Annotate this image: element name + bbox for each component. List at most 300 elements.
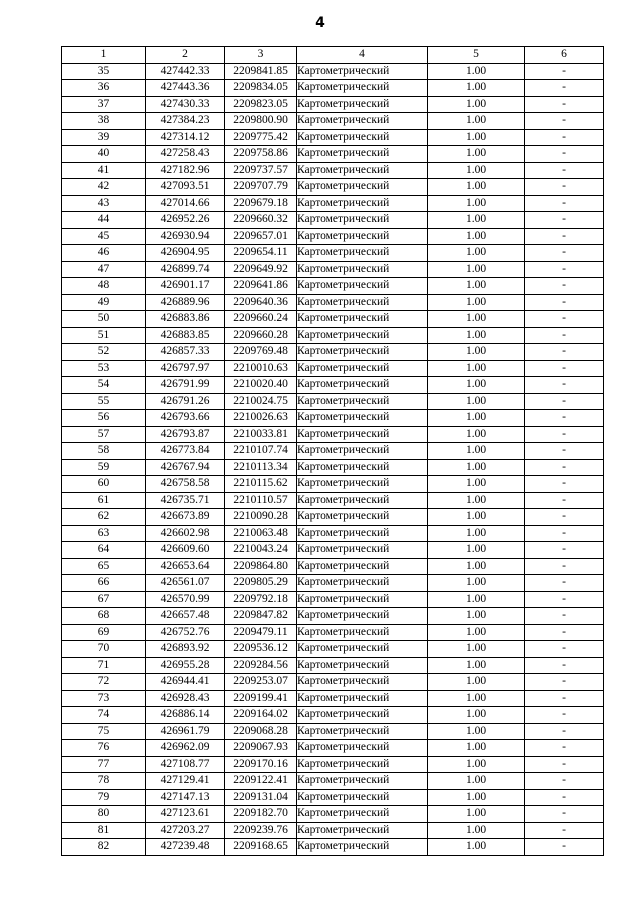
- cell-accuracy: 1.00: [428, 212, 525, 229]
- cell-method: Картометрический: [297, 212, 428, 229]
- cell-coord-y: 2209737.57: [225, 162, 297, 179]
- cell-note: -: [525, 63, 604, 80]
- cell-point-number: 67: [62, 591, 146, 608]
- cell-accuracy: 1.00: [428, 228, 525, 245]
- cell-coord-y: 2209068.28: [225, 723, 297, 740]
- table-row: [62, 525, 604, 542]
- cell-note: -: [525, 575, 604, 592]
- cell-method: Картометрический: [297, 459, 428, 476]
- cell-point-number: 72: [62, 674, 146, 691]
- cell-coord-y: 2210110.57: [225, 492, 297, 509]
- cell-accuracy: 1.00: [428, 63, 525, 80]
- cell-coord-y: 2209823.05: [225, 96, 297, 113]
- cell-note: -: [525, 822, 604, 839]
- cell-method: Картометрический: [297, 245, 428, 262]
- cell-point-number: 42: [62, 179, 146, 196]
- cell-note: -: [525, 228, 604, 245]
- cell-coord-x: 426886.14: [146, 707, 225, 724]
- cell-method: Картометрический: [297, 294, 428, 311]
- cell-note: -: [525, 591, 604, 608]
- cell-coord-y: 2209131.04: [225, 789, 297, 806]
- cell-accuracy: 1.00: [428, 459, 525, 476]
- cell-note: -: [525, 80, 604, 97]
- cell-point-number: 49: [62, 294, 146, 311]
- cell-point-number: 56: [62, 410, 146, 427]
- table-row: [62, 212, 604, 229]
- cell-coord-y: 2209170.16: [225, 756, 297, 773]
- cell-point-number: 63: [62, 525, 146, 542]
- cell-coord-x: 426883.86: [146, 311, 225, 328]
- cell-point-number: 35: [62, 63, 146, 80]
- cell-point-number: 69: [62, 624, 146, 641]
- cell-note: -: [525, 146, 604, 163]
- cell-coord-x: 427443.36: [146, 80, 225, 97]
- table-row: [62, 162, 604, 179]
- cell-method: Картометрический: [297, 96, 428, 113]
- cell-method: Картометрический: [297, 608, 428, 625]
- cell-note: -: [525, 624, 604, 641]
- cell-method: Картометрический: [297, 261, 428, 278]
- cell-note: -: [525, 476, 604, 493]
- cell-coord-x: 427147.13: [146, 789, 225, 806]
- cell-accuracy: 1.00: [428, 311, 525, 328]
- table-row: [62, 278, 604, 295]
- cell-coord-y: 2210090.28: [225, 509, 297, 526]
- cell-method: Картометрический: [297, 789, 428, 806]
- cell-accuracy: 1.00: [428, 822, 525, 839]
- cell-accuracy: 1.00: [428, 162, 525, 179]
- cell-method: Картометрический: [297, 641, 428, 658]
- cell-coord-x: 426561.07: [146, 575, 225, 592]
- cell-note: -: [525, 360, 604, 377]
- cell-point-number: 48: [62, 278, 146, 295]
- cell-coord-y: 2209284.56: [225, 657, 297, 674]
- cell-coord-y: 2209775.42: [225, 129, 297, 146]
- cell-coord-y: 2210113.34: [225, 459, 297, 476]
- cell-accuracy: 1.00: [428, 426, 525, 443]
- cell-coord-x: 427314.12: [146, 129, 225, 146]
- cell-coord-y: 2209067.93: [225, 740, 297, 757]
- cell-accuracy: 1.00: [428, 558, 525, 575]
- table-row: [62, 360, 604, 377]
- cell-point-number: 79: [62, 789, 146, 806]
- cell-method: Картометрический: [297, 509, 428, 526]
- cell-coord-y: 2209800.90: [225, 113, 297, 130]
- cell-method: Картометрический: [297, 410, 428, 427]
- cell-note: -: [525, 129, 604, 146]
- cell-point-number: 57: [62, 426, 146, 443]
- cell-method: Картометрический: [297, 113, 428, 130]
- cell-note: -: [525, 393, 604, 410]
- cell-coord-x: 426961.79: [146, 723, 225, 740]
- cell-note: -: [525, 311, 604, 328]
- cell-accuracy: 1.00: [428, 789, 525, 806]
- cell-coord-y: 2209479.11: [225, 624, 297, 641]
- cell-coord-y: 2209253.07: [225, 674, 297, 691]
- cell-point-number: 46: [62, 245, 146, 262]
- cell-note: -: [525, 179, 604, 196]
- table-row: [62, 344, 604, 361]
- cell-note: -: [525, 261, 604, 278]
- cell-coord-x: 426952.26: [146, 212, 225, 229]
- table-row: [62, 690, 604, 707]
- cell-coord-y: 2210010.63: [225, 360, 297, 377]
- cell-accuracy: 1.00: [428, 723, 525, 740]
- cell-point-number: 58: [62, 443, 146, 460]
- table-row: [62, 129, 604, 146]
- cell-coord-y: 2209168.65: [225, 839, 297, 856]
- cell-method: Картометрический: [297, 657, 428, 674]
- cell-note: -: [525, 608, 604, 625]
- header-col-5: 5: [428, 47, 525, 64]
- table-row: [62, 723, 604, 740]
- cell-method: Картометрический: [297, 773, 428, 790]
- cell-method: Картометрический: [297, 377, 428, 394]
- cell-point-number: 47: [62, 261, 146, 278]
- table-row: [62, 641, 604, 658]
- cell-accuracy: 1.00: [428, 179, 525, 196]
- table-row: [62, 674, 604, 691]
- cell-coord-y: 2209640.36: [225, 294, 297, 311]
- cell-coord-x: 426962.09: [146, 740, 225, 757]
- cell-coord-x: 426570.99: [146, 591, 225, 608]
- cell-note: -: [525, 707, 604, 724]
- cell-point-number: 82: [62, 839, 146, 856]
- cell-note: -: [525, 756, 604, 773]
- cell-coord-x: 426793.66: [146, 410, 225, 427]
- cell-coord-y: 2209182.70: [225, 806, 297, 823]
- cell-accuracy: 1.00: [428, 657, 525, 674]
- cell-accuracy: 1.00: [428, 195, 525, 212]
- table-row: [62, 509, 604, 526]
- cell-point-number: 38: [62, 113, 146, 130]
- cell-coord-y: 2209834.05: [225, 80, 297, 97]
- cell-method: Картометрический: [297, 542, 428, 559]
- cell-coord-y: 2210033.81: [225, 426, 297, 443]
- cell-accuracy: 1.00: [428, 327, 525, 344]
- cell-note: -: [525, 558, 604, 575]
- cell-accuracy: 1.00: [428, 294, 525, 311]
- table-row: [62, 789, 604, 806]
- cell-method: Картометрический: [297, 344, 428, 361]
- cell-coord-y: 2209805.29: [225, 575, 297, 592]
- table-body: [62, 63, 604, 855]
- cell-accuracy: 1.00: [428, 113, 525, 130]
- cell-method: Картометрический: [297, 195, 428, 212]
- table-row: [62, 426, 604, 443]
- cell-method: Картометрический: [297, 707, 428, 724]
- cell-method: Картометрический: [297, 806, 428, 823]
- table-row: [62, 311, 604, 328]
- cell-coord-x: 426657.48: [146, 608, 225, 625]
- cell-point-number: 71: [62, 657, 146, 674]
- cell-note: -: [525, 740, 604, 757]
- cell-coord-x: 426673.89: [146, 509, 225, 526]
- cell-method: Картометрический: [297, 690, 428, 707]
- table-row: [62, 113, 604, 130]
- cell-note: -: [525, 245, 604, 262]
- cell-coord-y: 2209660.32: [225, 212, 297, 229]
- cell-note: -: [525, 377, 604, 394]
- table-row: [62, 410, 604, 427]
- cell-accuracy: 1.00: [428, 509, 525, 526]
- cell-coord-y: 2209536.12: [225, 641, 297, 658]
- cell-note: -: [525, 426, 604, 443]
- cell-coord-y: 2209707.79: [225, 179, 297, 196]
- cell-point-number: 61: [62, 492, 146, 509]
- cell-point-number: 45: [62, 228, 146, 245]
- table-row: [62, 245, 604, 262]
- cell-accuracy: 1.00: [428, 740, 525, 757]
- cell-coord-y: 2210026.63: [225, 410, 297, 427]
- cell-note: -: [525, 327, 604, 344]
- cell-method: Картометрический: [297, 146, 428, 163]
- cell-note: -: [525, 789, 604, 806]
- table-row: [62, 806, 604, 823]
- cell-accuracy: 1.00: [428, 575, 525, 592]
- cell-point-number: 60: [62, 476, 146, 493]
- cell-note: -: [525, 195, 604, 212]
- cell-point-number: 80: [62, 806, 146, 823]
- cell-accuracy: 1.00: [428, 129, 525, 146]
- cell-accuracy: 1.00: [428, 674, 525, 691]
- table-row: [62, 393, 604, 410]
- cell-point-number: 81: [62, 822, 146, 839]
- cell-method: Картометрический: [297, 558, 428, 575]
- cell-point-number: 50: [62, 311, 146, 328]
- table-row: [62, 459, 604, 476]
- cell-method: Картометрический: [297, 492, 428, 509]
- cell-method: Картометрический: [297, 80, 428, 97]
- cell-note: -: [525, 806, 604, 823]
- cell-point-number: 36: [62, 80, 146, 97]
- cell-note: -: [525, 212, 604, 229]
- cell-coord-x: 426767.94: [146, 459, 225, 476]
- cell-coord-y: 2210107.74: [225, 443, 297, 460]
- cell-accuracy: 1.00: [428, 591, 525, 608]
- cell-note: -: [525, 773, 604, 790]
- cell-note: -: [525, 443, 604, 460]
- cell-coord-x: 426899.74: [146, 261, 225, 278]
- cell-point-number: 78: [62, 773, 146, 790]
- cell-accuracy: 1.00: [428, 96, 525, 113]
- cell-accuracy: 1.00: [428, 360, 525, 377]
- cell-point-number: 39: [62, 129, 146, 146]
- cell-coord-x: 426791.26: [146, 393, 225, 410]
- table-row: [62, 476, 604, 493]
- cell-point-number: 44: [62, 212, 146, 229]
- cell-accuracy: 1.00: [428, 492, 525, 509]
- cell-accuracy: 1.00: [428, 344, 525, 361]
- cell-accuracy: 1.00: [428, 410, 525, 427]
- header-col-1: 1: [62, 47, 146, 64]
- cell-method: Картометрический: [297, 723, 428, 740]
- cell-coord-y: 2209792.18: [225, 591, 297, 608]
- cell-accuracy: 1.00: [428, 773, 525, 790]
- cell-coord-x: 426609.60: [146, 542, 225, 559]
- header-col-4: 4: [297, 47, 428, 64]
- cell-method: Картометрический: [297, 525, 428, 542]
- cell-coord-x: 426904.95: [146, 245, 225, 262]
- cell-point-number: 77: [62, 756, 146, 773]
- cell-coord-x: 426901.17: [146, 278, 225, 295]
- cell-note: -: [525, 294, 604, 311]
- cell-point-number: 59: [62, 459, 146, 476]
- cell-coord-x: 427014.66: [146, 195, 225, 212]
- cell-coord-y: 2209660.28: [225, 327, 297, 344]
- cell-accuracy: 1.00: [428, 624, 525, 641]
- table-row: [62, 707, 604, 724]
- cell-coord-x: 427203.27: [146, 822, 225, 839]
- table-row: [62, 63, 604, 80]
- cell-method: Картометрический: [297, 591, 428, 608]
- header-col-6: 6: [525, 47, 604, 64]
- cell-coord-y: 2209660.24: [225, 311, 297, 328]
- cell-coord-y: 2210024.75: [225, 393, 297, 410]
- cell-method: Картометрический: [297, 129, 428, 146]
- cell-point-number: 70: [62, 641, 146, 658]
- cell-point-number: 51: [62, 327, 146, 344]
- cell-coord-x: 426889.96: [146, 294, 225, 311]
- cell-coord-y: 2209239.76: [225, 822, 297, 839]
- cell-point-number: 62: [62, 509, 146, 526]
- cell-coord-x: 426930.94: [146, 228, 225, 245]
- table-row: [62, 96, 604, 113]
- cell-coord-x: 426883.85: [146, 327, 225, 344]
- cell-point-number: 74: [62, 707, 146, 724]
- cell-coord-x: 426602.98: [146, 525, 225, 542]
- cell-accuracy: 1.00: [428, 806, 525, 823]
- cell-note: -: [525, 162, 604, 179]
- cell-accuracy: 1.00: [428, 839, 525, 856]
- cell-coord-y: 2209649.92: [225, 261, 297, 278]
- cell-method: Картометрический: [297, 360, 428, 377]
- cell-point-number: 54: [62, 377, 146, 394]
- cell-note: -: [525, 641, 604, 658]
- cell-point-number: 68: [62, 608, 146, 625]
- cell-method: Картометрический: [297, 839, 428, 856]
- cell-coord-y: 2209654.11: [225, 245, 297, 262]
- cell-coord-x: 426797.97: [146, 360, 225, 377]
- cell-note: -: [525, 459, 604, 476]
- table-row: [62, 657, 604, 674]
- cell-accuracy: 1.00: [428, 377, 525, 394]
- cell-accuracy: 1.00: [428, 707, 525, 724]
- header-col-3: 3: [225, 47, 297, 64]
- cell-note: -: [525, 410, 604, 427]
- cell-accuracy: 1.00: [428, 245, 525, 262]
- cell-coord-y: 2209769.48: [225, 344, 297, 361]
- cell-note: -: [525, 657, 604, 674]
- cell-point-number: 55: [62, 393, 146, 410]
- cell-method: Картометрический: [297, 393, 428, 410]
- cell-accuracy: 1.00: [428, 393, 525, 410]
- cell-coord-x: 427123.61: [146, 806, 225, 823]
- cell-note: -: [525, 542, 604, 559]
- cell-coord-y: 2210063.48: [225, 525, 297, 542]
- cell-note: -: [525, 344, 604, 361]
- cell-method: Картометрический: [297, 179, 428, 196]
- cell-point-number: 52: [62, 344, 146, 361]
- table-row: [62, 377, 604, 394]
- cell-method: Картометрический: [297, 476, 428, 493]
- table-row: [62, 624, 604, 641]
- cell-coord-x: 427258.43: [146, 146, 225, 163]
- cell-point-number: 43: [62, 195, 146, 212]
- cell-coord-y: 2209758.86: [225, 146, 297, 163]
- cell-coord-x: 426758.58: [146, 476, 225, 493]
- cell-coord-x: 426857.33: [146, 344, 225, 361]
- table-row: [62, 443, 604, 460]
- table-row: [62, 773, 604, 790]
- table-row: [62, 608, 604, 625]
- cell-coord-y: 2210020.40: [225, 377, 297, 394]
- cell-point-number: 76: [62, 740, 146, 757]
- cell-method: Картометрический: [297, 63, 428, 80]
- table-row: [62, 591, 604, 608]
- cell-note: -: [525, 690, 604, 707]
- cell-coord-x: 426928.43: [146, 690, 225, 707]
- cell-coord-x: 426653.64: [146, 558, 225, 575]
- table-row: [62, 542, 604, 559]
- cell-note: -: [525, 96, 604, 113]
- cell-accuracy: 1.00: [428, 641, 525, 658]
- cell-coord-x: 427182.96: [146, 162, 225, 179]
- cell-method: Картометрический: [297, 426, 428, 443]
- coordinates-table: [61, 46, 604, 856]
- cell-coord-y: 2209679.18: [225, 195, 297, 212]
- table-row: [62, 228, 604, 245]
- cell-point-number: 75: [62, 723, 146, 740]
- page-number: 4: [315, 15, 325, 31]
- table-row: [62, 195, 604, 212]
- table-row: [62, 261, 604, 278]
- cell-point-number: 37: [62, 96, 146, 113]
- cell-method: Картометрический: [297, 228, 428, 245]
- cell-point-number: 73: [62, 690, 146, 707]
- cell-coord-x: 426893.92: [146, 641, 225, 658]
- cell-coord-y: 2209641.86: [225, 278, 297, 295]
- cell-method: Картометрический: [297, 278, 428, 295]
- cell-accuracy: 1.00: [428, 146, 525, 163]
- cell-coord-y: 2209199.41: [225, 690, 297, 707]
- cell-method: Картометрический: [297, 674, 428, 691]
- table-row: [62, 558, 604, 575]
- cell-coord-x: 426773.84: [146, 443, 225, 460]
- cell-accuracy: 1.00: [428, 690, 525, 707]
- cell-method: Картометрический: [297, 822, 428, 839]
- cell-point-number: 40: [62, 146, 146, 163]
- cell-accuracy: 1.00: [428, 476, 525, 493]
- cell-coord-y: 2210115.62: [225, 476, 297, 493]
- cell-coord-x: 426793.87: [146, 426, 225, 443]
- cell-point-number: 64: [62, 542, 146, 559]
- cell-method: Картометрический: [297, 162, 428, 179]
- cell-coord-x: 427093.51: [146, 179, 225, 196]
- table-row: [62, 839, 604, 856]
- cell-coord-x: 427442.33: [146, 63, 225, 80]
- cell-accuracy: 1.00: [428, 608, 525, 625]
- cell-accuracy: 1.00: [428, 443, 525, 460]
- cell-method: Картометрический: [297, 756, 428, 773]
- header-col-2: 2: [146, 47, 225, 64]
- cell-coord-y: 2209657.01: [225, 228, 297, 245]
- cell-coord-x: 426735.71: [146, 492, 225, 509]
- cell-note: -: [525, 723, 604, 740]
- cell-point-number: 53: [62, 360, 146, 377]
- cell-method: Картометрический: [297, 443, 428, 460]
- table-row: [62, 756, 604, 773]
